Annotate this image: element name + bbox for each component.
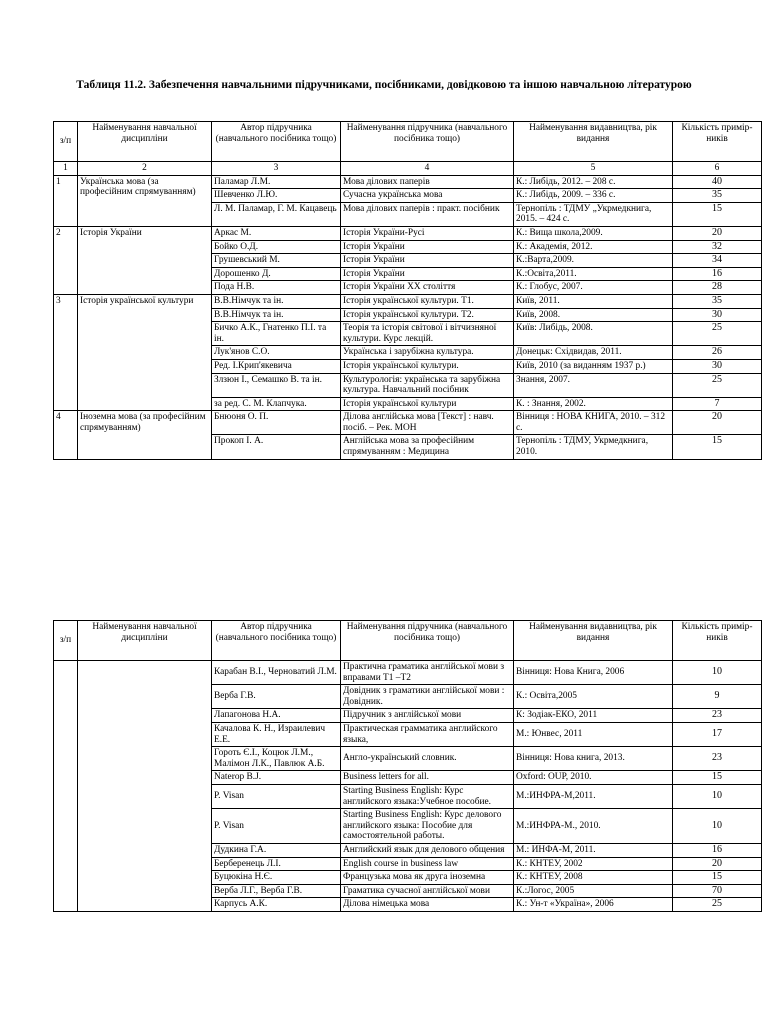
header-book: Найменування підручника (навчального посібника тощо) [341,621,514,661]
row-count: 34 [673,254,762,268]
row-book: Сучасна українська мова [341,189,514,203]
row-book: Ділова англійська мова [Текст] : навч. посіб. – Рек. МОН [341,411,514,435]
table-row [54,411,762,435]
row-book: English course in business law [341,857,514,871]
literature-table-2 [53,620,762,912]
row-discipline: Історія української культури [78,294,212,410]
row-author: Карпусь А.К. [212,898,341,912]
col-number: 5 [514,162,673,176]
row-book: Английский язык для делового общения [341,843,514,857]
row-count: 30 [673,308,762,322]
row-author: Аркас М. [212,226,341,240]
row-publisher: Вінниця: Нова книга, 2013. [514,747,673,771]
row-index: 4 [54,411,78,459]
row-count: 9 [673,685,762,709]
row-author: за ред. С. М. Клапчука. [212,397,341,411]
row-count: 20 [673,226,762,240]
row-publisher: К.: Глобус, 2007. [514,281,673,295]
row-count: 10 [673,784,762,808]
row-author: В.В.Німчук та ін. [212,308,341,322]
row-book: Практична граматика англійської мови з вправами Т1 –Т2 [341,661,514,685]
row-publisher: Київ, 2011. [514,294,673,308]
row-book: Історія української культури. [341,359,514,373]
row-author: P. Visan [212,784,341,808]
row-book: Культурологія: українська та зарубіжна культура. Навчальний посібник [341,373,514,397]
row-book: Англо-український словник. [341,747,514,771]
row-publisher: К.:Освіта,2011. [514,267,673,281]
header-index: з/п [54,621,78,661]
row-author: Злзюн І., Семашко В. та ін. [212,373,341,397]
row-book: Історія України [341,240,514,254]
row-book: Business letters for all. [341,771,514,785]
row-publisher: М.: ИНФА-М, 2011. [514,843,673,857]
row-count: 15 [673,435,762,459]
header-author: Автор підручника (навчального посібника тощо) [212,122,341,162]
row-author: Грушевський М. [212,254,341,268]
row-publisher: К.: КНТЕУ, 2002 [514,857,673,871]
row-publisher: К.:Варта,2009. [514,254,673,268]
row-publisher: Київ, 2010 (за виданням 1937 р.) [514,359,673,373]
row-index: 3 [54,294,78,410]
row-book: Історія України [341,267,514,281]
row-publisher: К.: Освіта,2005 [514,685,673,709]
row-publisher: К.:Логос, 2005 [514,884,673,898]
header-count: Кількість примір-ників [673,621,762,661]
row-count: 17 [673,722,762,746]
table-2-body [54,661,762,912]
row-book: Довідник з граматики англійської мови : Довідник. [341,685,514,709]
row-discipline [78,661,212,912]
header-row [54,621,762,661]
row-author: Дорошенко Д. [212,267,341,281]
row-author: Бичко А.К., Гнатенко П.І. та ін. [212,322,341,346]
row-discipline: Іноземна мова (за професійним спрямуванням) [78,411,212,459]
row-book: Українська і зарубіжна культура. [341,346,514,360]
row-count: 40 [673,175,762,189]
row-book: Теорія та історія світової і вітчизняної культури. Курс лекцій. [341,322,514,346]
row-author: Naterop B.J. [212,771,341,785]
row-publisher: Тернопіль : ТДМУ, Укрмедкнига, 2010. [514,435,673,459]
row-count: 30 [673,359,762,373]
row-publisher: К.: Ун-т «Україна», 2006 [514,898,673,912]
table-row [54,661,762,685]
row-count: 28 [673,281,762,295]
row-count: 23 [673,747,762,771]
row-book: Англійська мова за професійним спрямуванням : Медицина [341,435,514,459]
row-author: Верба Г.В. [212,685,341,709]
row-author: Берберенець Л.І. [212,857,341,871]
row-count: 10 [673,809,762,844]
row-book: Мова ділових паперів : практ. посібник [341,202,514,226]
row-author: Бнюоня О. П. [212,411,341,435]
row-author: Лапагонова Н.А. [212,709,341,723]
row-book: Французька мова як друга іноземна [341,871,514,885]
row-author: Качалова К. Н., Израилевич Е.Е. [212,722,341,746]
row-count: 16 [673,843,762,857]
row-index [54,661,78,912]
header-discipline: Найменування навчальної дисципліни [78,122,212,162]
header-row [54,122,762,162]
row-author: Прокоп І. А. [212,435,341,459]
header-author: Автор підручника (навчального посібника тощо) [212,621,341,661]
row-book: Starting Business English: Курс делового английского языка: Пособие для самостоятельной работы. [341,809,514,844]
row-count: 23 [673,709,762,723]
row-count: 15 [673,202,762,226]
row-count: 10 [673,661,762,685]
row-publisher: Київ, 2008. [514,308,673,322]
table-1-body [54,175,762,459]
row-publisher: К.: Вища школа,2009. [514,226,673,240]
row-author: Верба Л.Г., Верба Г.В. [212,884,341,898]
row-count: 20 [673,857,762,871]
column-number-row [54,162,762,176]
row-author: Пода Н.В. [212,281,341,295]
row-discipline: Історія України [78,226,212,294]
header-index: з/п [54,122,78,162]
row-author: Гороть Є.І., Коцюк Л.М., Малімон Л.К., Павлюк А.Б. [212,747,341,771]
row-book: Історія української культури. Т1. [341,294,514,308]
row-publisher: Вінниця : НОВА КНИГА, 2010. – 312 с. [514,411,673,435]
row-author: Шевченко Л.Ю. [212,189,341,203]
row-author: Карабан В.І., Черноватий Л.М. [212,661,341,685]
row-publisher: К. : Знання, 2002. [514,397,673,411]
row-count: 70 [673,884,762,898]
literature-table-1 [53,121,762,460]
row-publisher: М.:ИНФРА-М., 2010. [514,809,673,844]
row-discipline: Українська мова (за професійним спрямуванням) [78,175,212,226]
header-count: Кількість примір-ників [673,122,762,162]
row-book: Граматика сучасної англійської мови [341,884,514,898]
header-discipline: Найменування навчальної дисципліни [78,621,212,661]
row-count: 16 [673,267,762,281]
row-author: Лук'янов С.О. [212,346,341,360]
row-count: 25 [673,373,762,397]
table-row [54,175,762,189]
col-number: 3 [212,162,341,176]
row-book: Історія України XX століття [341,281,514,295]
col-number: 2 [78,162,212,176]
row-book: Підручник з англійської мови [341,709,514,723]
row-count: 7 [673,397,762,411]
row-book: Історія української культури. Т2. [341,308,514,322]
row-book: Практическая грамматика английского языка, [341,722,514,746]
row-publisher: М.:ИНФРА-М,2011. [514,784,673,808]
row-count: 25 [673,898,762,912]
row-count: 32 [673,240,762,254]
row-book: Історія України-Русі [341,226,514,240]
row-publisher: Київ: Либідь, 2008. [514,322,673,346]
row-publisher: Донецьк: Східвидав, 2011. [514,346,673,360]
table-row [54,294,762,308]
col-number: 6 [673,162,762,176]
col-number: 4 [341,162,514,176]
row-author: В.В.Німчук та ін. [212,294,341,308]
header-publisher: Найменування видавництва, рік видання [514,621,673,661]
row-book: Ділова німецька мова [341,898,514,912]
row-author: P. Visan [212,809,341,844]
row-author: Л. М. Паламар, Г. М. Кацавець [212,202,341,226]
row-index: 1 [54,175,78,226]
row-publisher: К.: Академія, 2012. [514,240,673,254]
header-book: Найменування підручника (навчального посібника тощо) [341,122,514,162]
row-count: 35 [673,189,762,203]
row-count: 20 [673,411,762,435]
row-publisher: К.: Либідь, 2012. – 208 с. [514,175,673,189]
row-publisher: К: Зодіак-ЕКО, 2011 [514,709,673,723]
row-book: Starting Business English: Курс английского языка:Учебное пособие. [341,784,514,808]
col-number: 1 [54,162,78,176]
row-author: Буцюкіна Н.Є. [212,871,341,885]
row-publisher: Знання, 2007. [514,373,673,397]
row-publisher: К.: КНТЕУ, 2008 [514,871,673,885]
row-author: Дудкина Г.А. [212,843,341,857]
row-publisher: Oxford: OUP, 2010. [514,771,673,785]
row-author: Ред. І.Крип'якевича [212,359,341,373]
row-book: Мова ділових паперів [341,175,514,189]
row-publisher: М.: Юнвес, 2011 [514,722,673,746]
row-author: Паламар Л.М. [212,175,341,189]
row-book: Історія української культури [341,397,514,411]
row-book: Історія України [341,254,514,268]
row-count: 15 [673,871,762,885]
row-publisher: К.: Либідь, 2009. – 336 с. [514,189,673,203]
row-publisher: Тернопіль : ТДМУ „Укрмедкнига, 2015. – 424 с. [514,202,673,226]
table-row [54,226,762,240]
row-author: Бойко О.Д. [212,240,341,254]
row-index: 2 [54,226,78,294]
header-publisher: Найменування видавництва, рік видання [514,122,673,162]
row-count: 26 [673,346,762,360]
row-count: 25 [673,322,762,346]
row-count: 15 [673,771,762,785]
row-count: 35 [673,294,762,308]
row-publisher: Вінниця: Нова Книга, 2006 [514,661,673,685]
page-title: Таблиця 11.2. Забезпечення навчальними підручниками, посібниками, довідковою та іншою навчальною літературою [76,79,692,91]
